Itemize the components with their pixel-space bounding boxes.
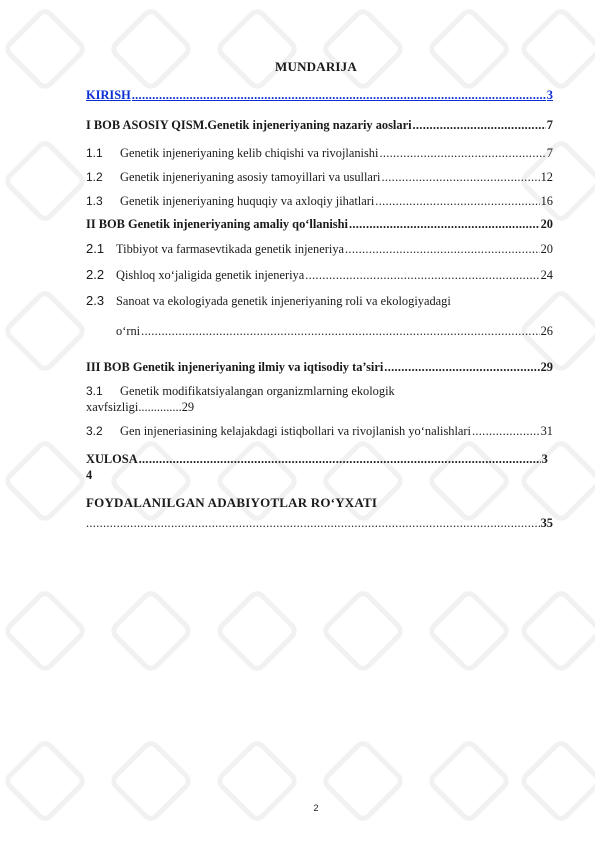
section-number: 1.3 [86,194,103,208]
section-number: 3.2 [86,424,103,438]
page-number-footer: 2 [313,803,319,813]
dot-leader: .............. [138,400,182,414]
dot-leader [381,170,539,184]
toc-section-2-3-cont [116,324,553,338]
toc-page-number: 29 [540,360,553,374]
dot-leader [472,424,540,438]
toc-page-number: 7 [546,146,553,160]
toc-section-2-3 [86,294,553,308]
toc-section-3-1 [86,384,553,398]
toc-chapter-2 [86,217,553,231]
toc-entry-references-cont [86,516,553,530]
toc-page-number: 24 [540,268,553,282]
toc-chapter-3 [86,360,553,374]
section-number: 1.2 [86,170,103,184]
toc-section-1-1 [86,146,553,160]
toc-entry-xulosa-wrap [86,468,553,482]
toc-section-3-2 [86,424,553,438]
toc-chapter-1 [86,118,553,132]
section-number: 2.1 [86,241,105,256]
dot-leader [132,88,546,102]
dot-leader [379,146,545,160]
toc-page-number-wrap: 4 [86,468,93,482]
toc-page-number: 12 [540,170,553,184]
toc-page-number: 7 [546,118,553,132]
toc-entry-label: Genetik modifikatsiyalangan organizmlarning ekologik [120,384,395,398]
toc-section-1-2 [86,170,553,184]
dot-leader [305,268,539,282]
toc-entry-label-cont: o‘rni [116,324,141,338]
toc-section-2-2 [86,268,553,282]
toc-entry-xulosa [86,452,553,466]
toc-entry-label: Qishloq xo‘jaligida genetik injeneriya [116,268,305,282]
toc-entry-label: XULOSA [86,452,138,466]
dot-leader [349,217,540,231]
section-number: 3.1 [86,384,103,398]
toc-entry-label: Tibbiyot va farmasevtikada genetik injeneriya [116,242,345,256]
toc-entry-label: III BOB Genetik injeneriyaning ilmiy va iqtisodiy ta’siri [86,360,384,374]
toc-page-number: 3 [541,452,548,466]
toc-entry-label: Genetik injeneriyaning huquqiy va axloqiy jihatlari [120,194,375,208]
toc-page-number: 20 [540,242,553,256]
toc-page-number: 26 [540,324,553,338]
toc-section-1-3 [86,194,553,208]
section-number: 1.1 [86,146,103,160]
toc-entry-label: I BOB ASOSIY QISM.Genetik injeneriyaning nazariy aoslari [86,118,412,132]
toc-entry-label-cont: xavfsizligi [86,400,139,414]
dot-leader [384,360,539,374]
toc-entry-label: FOYDALANILGAN ADABIYOTLAR RO‘YXATI [86,495,378,510]
dot-leader [139,452,541,466]
toc-entry-label: Genetik injeneriyaning asosiy tamoyillari va usullari [120,170,381,184]
toc-entry-label[interactable]: KIRISH [86,88,131,102]
dot-leader [345,242,540,256]
section-number: 2.2 [86,267,105,282]
table-of-contents [86,0,553,842]
toc-entry-label: Gen injeneriasining kelajakdagi istiqbollari va rivojlanish yo‘nalishlari [120,424,471,438]
toc-page-number: 16 [540,194,553,208]
toc-entry-label: Sanoat va ekologiyada genetik injeneriyaning roli va ekologiyadagi [116,294,451,308]
toc-page-number[interactable]: 3 [546,88,553,102]
page-title: MUNDARIJA [275,59,357,74]
toc-entry-label: II BOB Genetik injeneriyaning amaliy qo‘llanishi [86,217,348,231]
dot-leader [413,118,546,132]
toc-page-number: 31 [540,424,553,438]
dot-leader [375,194,539,208]
toc-page-number: 29 [181,400,195,414]
toc-page-number: 35 [540,516,553,530]
toc-entry-label: Genetik injeneriyaning kelib chiqishi va rivojlanishi [120,146,379,160]
toc-section-2-1 [86,242,553,256]
toc-entry-references [86,496,553,510]
dot-leader [86,516,540,530]
dot-leader [141,324,540,338]
toc-section-3-1-cont [86,400,553,414]
toc-page-number: 20 [540,217,553,231]
toc-entry-kirish[interactable] [86,88,553,102]
section-number: 2.3 [86,293,105,308]
